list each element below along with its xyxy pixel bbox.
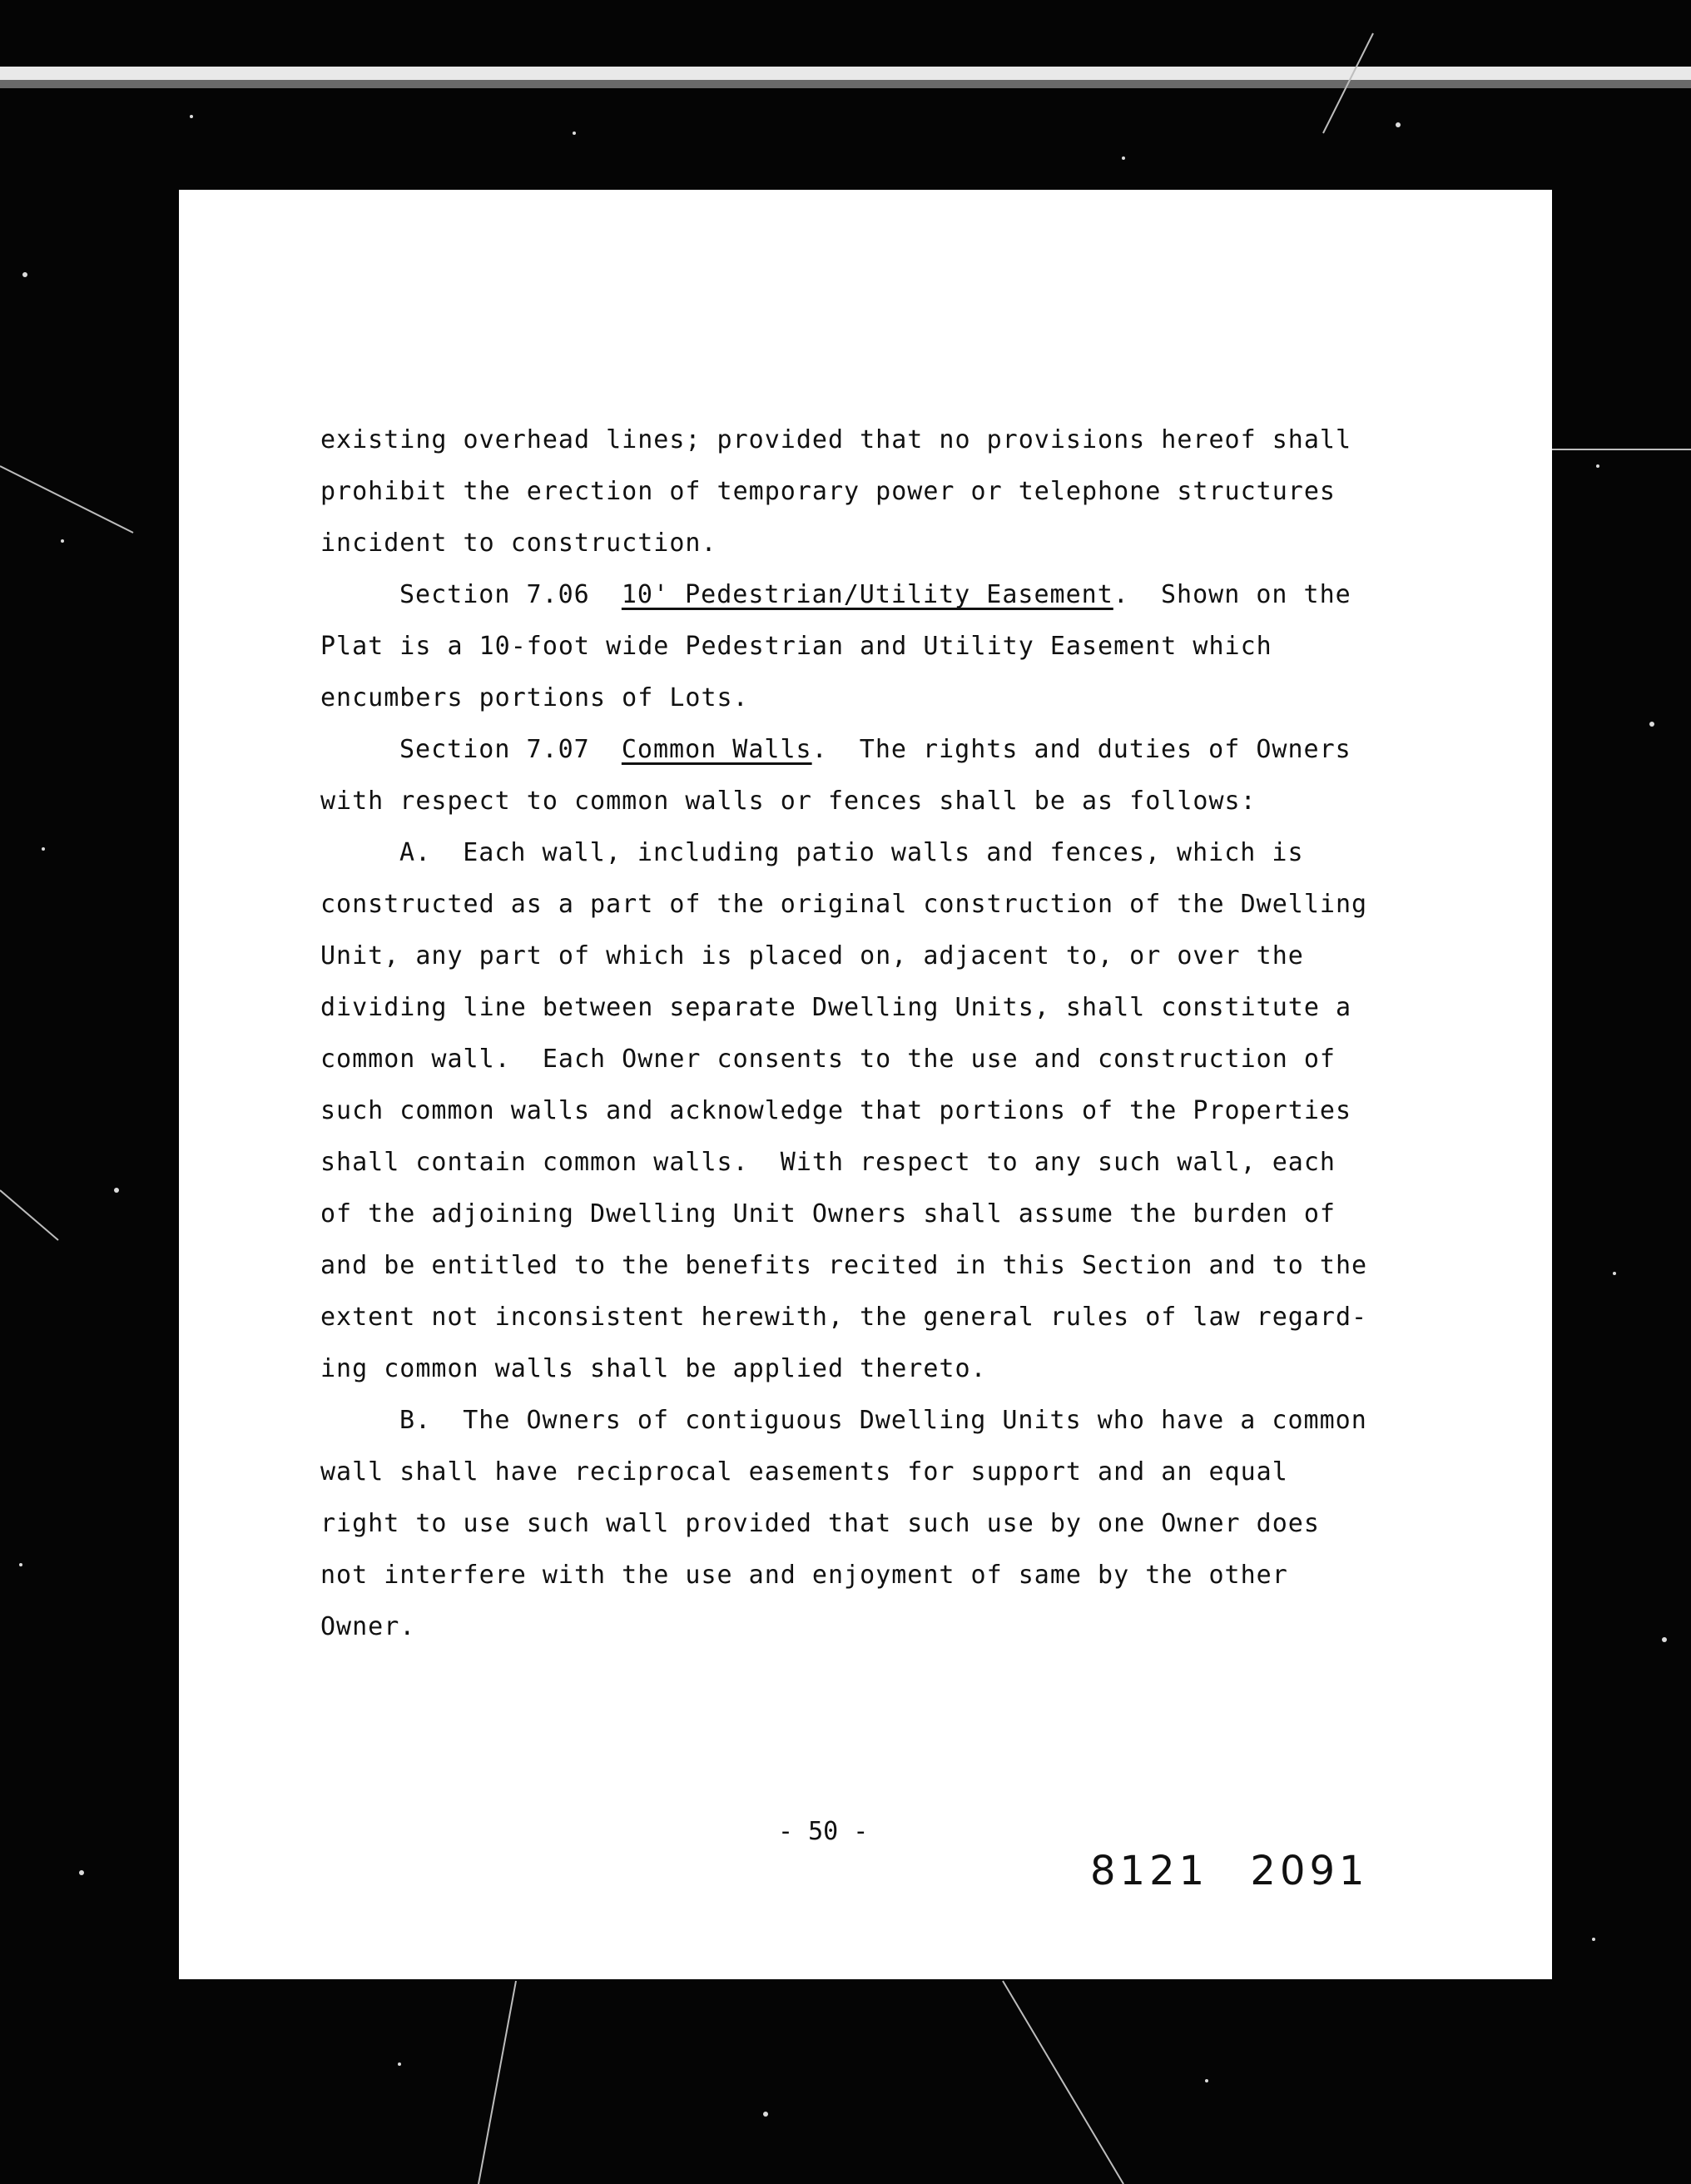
item-a-line: and be entitled to the benefits recited in this Section and to the	[320, 1251, 1368, 1280]
section-706-line-2: Plat is a 10-foot wide Pedestrian and Utility Easement which	[320, 632, 1272, 661]
item-b-line: Owner.	[320, 1612, 416, 1641]
section-707-after-title: . The rights and duties of Owners	[811, 735, 1351, 764]
section-706-prefix: Section 7.06	[399, 580, 590, 609]
item-a-line: constructed as a part of the original construction of the Dwelling	[320, 890, 1368, 919]
paragraph-1-line-3: incident to construction.	[320, 529, 717, 558]
document-page	[179, 190, 1552, 1979]
item-b-line: not interfere with the use and enjoyment of same by the other	[320, 1561, 1288, 1590]
item-a-line: such common walls and acknowledge that portions of the Properties	[320, 1096, 1351, 1125]
item-b-first-line: B. The Owners of contiguous Dwelling Units who have a common	[399, 1406, 1367, 1435]
section-706-title: 10' Pedestrian/Utility Easement	[621, 580, 1113, 609]
section-707-prefix: Section 7.07	[399, 735, 590, 764]
item-a-line: ing common walls shall be applied thereto.	[320, 1354, 987, 1383]
item-b-line: wall shall have reciprocal easements for support and an equal	[320, 1457, 1288, 1487]
item-a-first-line: A. Each wall, including patio walls and fences, which is	[399, 838, 1304, 867]
document-stamp-number: 8121 2091	[1090, 1848, 1369, 1894]
item-a-line: shall contain common walls. With respect to any such wall, each	[320, 1148, 1336, 1177]
page-number: - 50 -	[778, 1817, 869, 1846]
item-a-line: extent not inconsistent herewith, the general rules of law regard-	[320, 1303, 1368, 1332]
section-706-heading	[320, 569, 1535, 621]
section-707-title: Common Walls	[621, 735, 812, 764]
section-706-after-title: . Shown on the	[1113, 580, 1351, 609]
section-707-heading	[320, 724, 1535, 776]
paragraph-1-line-2: prohibit the erection of temporary power or telephone structures	[320, 477, 1336, 506]
item-b-line: right to use such wall provided that such use by one Owner does	[320, 1509, 1320, 1538]
item-a-line: of the adjoining Dwelling Unit Owners shall assume the burden of	[320, 1199, 1336, 1228]
document-body	[320, 414, 1535, 1653]
item-a-line: dividing line between separate Dwelling Units, shall constitute a	[320, 993, 1351, 1022]
item-a-line: common wall. Each Owner consents to the use and construction of	[320, 1045, 1336, 1074]
paragraph-1-line-1: existing overhead lines; provided that no provisions hereof shall	[320, 425, 1351, 454]
section-706-line-3: encumbers portions of Lots.	[320, 683, 749, 712]
item-a-line: Unit, any part of which is placed on, adjacent to, or over the	[320, 941, 1304, 970]
section-707-line-2: with respect to common walls or fences shall be as follows:	[320, 787, 1257, 816]
